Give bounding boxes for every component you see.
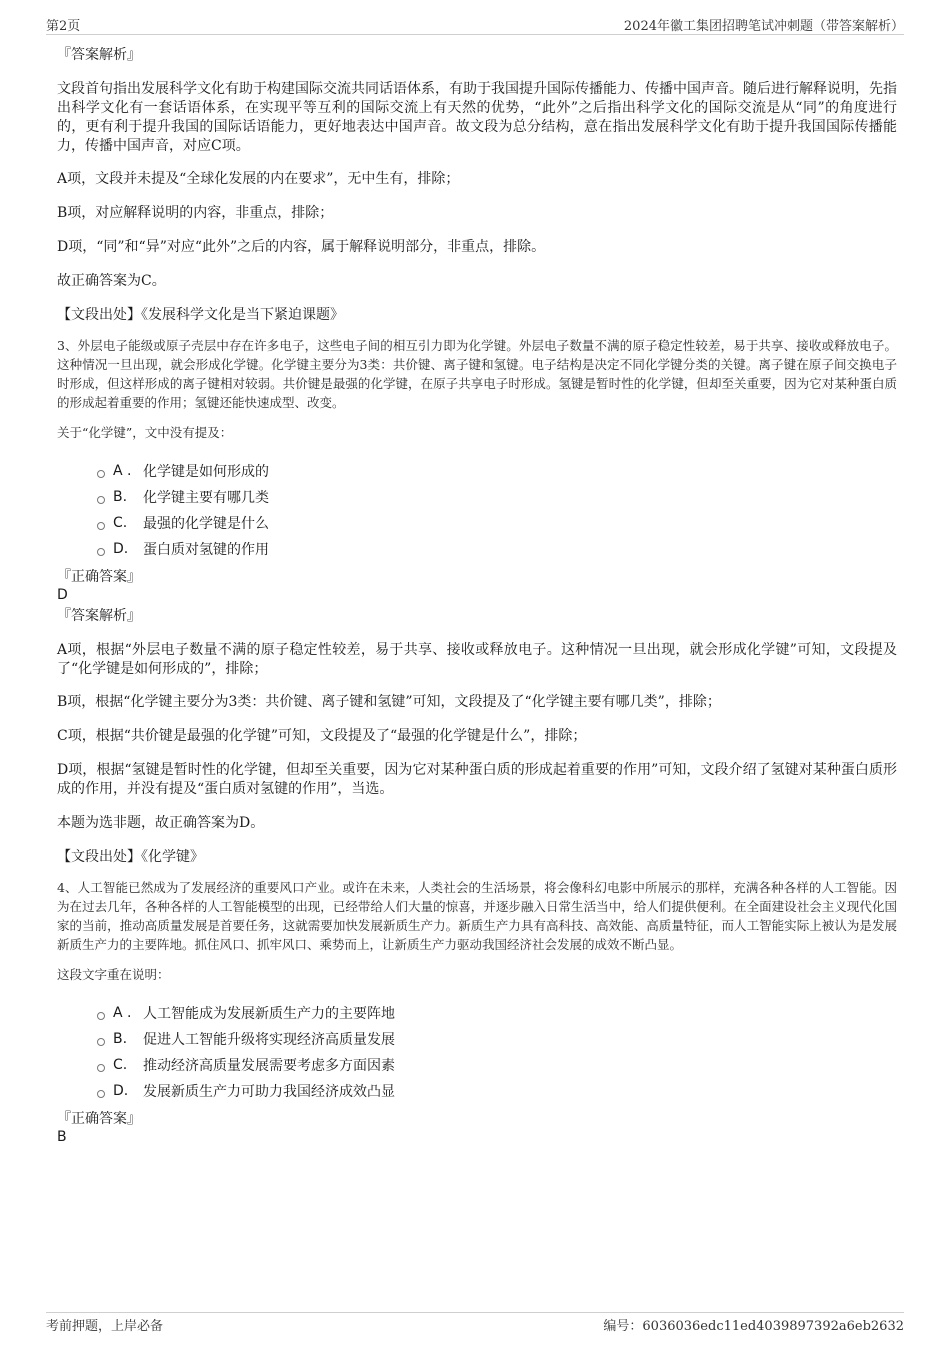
radio-icon[interactable]: [97, 1064, 105, 1072]
option-a[interactable]: [57, 1000, 897, 1026]
analysis-paragraph: C项，根据“共价键是最强的化学键”可知，文段提及了“最强的化学键是什么”，排除；: [57, 728, 587, 744]
analysis-paragraph: 故正确答案为C。: [57, 273, 166, 289]
radio-icon[interactable]: [97, 496, 105, 504]
option-d[interactable]: [57, 536, 897, 562]
page-content: [57, 46, 897, 1146]
radio-icon[interactable]: [97, 548, 105, 556]
option-text: 人工智能成为发展新质生产力的主要阵地: [143, 1006, 395, 1022]
option-d[interactable]: [57, 1078, 897, 1104]
document-code: 编号：6036036edc11ed4039897392a6eb2632: [603, 1319, 904, 1334]
question-prompt: 这段文字重在说明：: [57, 967, 170, 982]
option-text: 化学键主要有哪几类: [143, 490, 269, 506]
analysis-paragraph: B项，对应解释说明的内容，非重点，排除；: [57, 205, 334, 221]
option-text: 推动经济高质量发展需要考虑多方面因素: [143, 1058, 395, 1074]
question-passage: 3、外层电子能级或原子壳层中存在许多电子，这些电子间的相互引力即为化学键。外层电子数量不满的原子稳定性较差，易于共享、接收或释放电子。这种情况一旦出现，就会形成化学键。化学键主要分为3类：共价键、离子键和氢键。电子结构是决定不同化学键分类的关键。离子键在原子间交换电子时形成，但这样形成的离子键相对较弱。共价键是最强的化学键，在原子共享电子时形成。氢键是暂时性的化学键，但却至关重要，因为它对某种蛋白质的形成起着重要的作用；氢键还能快速成型、改变。: [57, 338, 897, 410]
option-text: 蛋白质对氢键的作用: [143, 542, 269, 558]
footer-slogan: 考前押题，上岸必备: [46, 1319, 164, 1334]
radio-icon[interactable]: [97, 1012, 105, 1020]
source-citation: 【文段出处】《化学键》: [57, 849, 204, 865]
option-b[interactable]: [57, 1026, 897, 1052]
option-text: 发展新质生产力可助力我国经济成效凸显: [143, 1084, 395, 1100]
option-letter: A .: [113, 463, 132, 479]
page-footer: [46, 1312, 904, 1343]
radio-icon[interactable]: [97, 522, 105, 530]
option-c[interactable]: [57, 510, 897, 536]
analysis-label: 『答案解析』: [57, 47, 141, 63]
option-list: [57, 1000, 897, 1104]
analysis-paragraph: D项，根据“氢键是暂时性的化学键，但却至关重要，因为它对某种蛋白质的形成起着重要的作用”可知，文段介绍了氢键对某种蛋白质形成的作用，并没有提及“蛋白质对氢键的作用”，当选。: [57, 762, 897, 797]
radio-icon[interactable]: [97, 1090, 105, 1098]
page-number: 第2页: [46, 19, 81, 34]
option-letter: D.: [113, 1083, 129, 1099]
analysis-paragraph: 本题为选非题，故正确答案为D。: [57, 815, 265, 831]
option-letter: B.: [113, 1031, 128, 1047]
answer-value: B: [57, 1129, 67, 1145]
option-a[interactable]: [57, 458, 897, 484]
radio-icon[interactable]: [97, 470, 105, 478]
option-letter: C.: [113, 1057, 128, 1073]
answer-label: 『正确答案』: [57, 1111, 141, 1127]
option-letter: A .: [113, 1005, 132, 1021]
option-text: 化学键是如何形成的: [143, 464, 269, 480]
analysis-paragraph: A项，文段并未提及“全球化发展的内在要求”，无中生有，排除；: [57, 171, 460, 187]
option-c[interactable]: [57, 1052, 897, 1078]
answer-value: D: [57, 587, 68, 603]
analysis-label: 『答案解析』: [57, 608, 141, 624]
analysis-paragraph: D项，“同”和“异”对应“此外”之后的内容，属于解释说明部分，非重点，排除。: [57, 239, 546, 255]
question-passage: 4、人工智能已然成为了发展经济的重要风口产业。或许在未来，人类社会的生活场景，将会像科幻电影中所展示的那样，充满各种各样的人工智能。因为在过去几年，各种各样的人工智能模型的出现，已经带给人们大量的惊喜，并逐步融入日常生活当中，给人们提供便利。在全面建设社会主义现代化国家的当前，推动高质量发展是首要任务，这就需要加快发展新质生产力。新质生产力具有高科技、高效能、高质量特征，而人工智能实际上被认为是发展新质生产力的主要阵地。抓住风口、抓牢风口、乘势而上，让新质生产力驱动我国经济社会发展的成效不断凸显。: [57, 880, 897, 952]
analysis-paragraph: B项，根据“化学键主要分为3类：共价键、离子键和氢键”可知，文段提及了“化学键主要有哪几类”，排除；: [57, 694, 721, 710]
radio-icon[interactable]: [97, 1038, 105, 1046]
option-b[interactable]: [57, 484, 897, 510]
option-letter: D.: [113, 541, 129, 557]
option-text: 促进人工智能升级将实现经济高质量发展: [143, 1032, 395, 1048]
option-letter: B.: [113, 489, 128, 505]
page-header: [46, 0, 904, 35]
option-letter: C.: [113, 515, 128, 531]
option-list: [57, 458, 897, 562]
document-title: 2024年徽工集团招聘笔试冲刺题（带答案解析）: [623, 19, 904, 34]
analysis-paragraph: A项，根据“外层电子数量不满的原子稳定性较差，易于共享、接收或释放电子。这种情况一旦出现，就会形成化学键”可知，文段提及了“化学键是如何形成的”，排除；: [57, 642, 897, 677]
answer-label: 『正确答案』: [57, 569, 141, 585]
analysis-paragraph: 文段首句指出发展科学文化有助于构建国际交流共同话语体系，有助于我国提升国际传播能力、传播中国声音。随后进行解释说明，先指出科学文化有一套话语体系，在实现平等互利的国际交流上有天然的优势，“此外”之后指出科学文化的国际交流是从“同”的角度进行的，更有利于提升我国的国际话语能力，更好地表达中国声音。故文段为总分结构，意在指出发展科学文化有助于提升我国国际传播能力，传播中国声音，对应C项。: [57, 81, 897, 154]
option-text: 最强的化学键是什么: [143, 516, 269, 532]
question-prompt: 关于“化学键”，文中没有提及：: [57, 425, 233, 440]
source-citation: 【文段出处】《发展科学文化是当下紧迫课题》: [57, 307, 344, 323]
